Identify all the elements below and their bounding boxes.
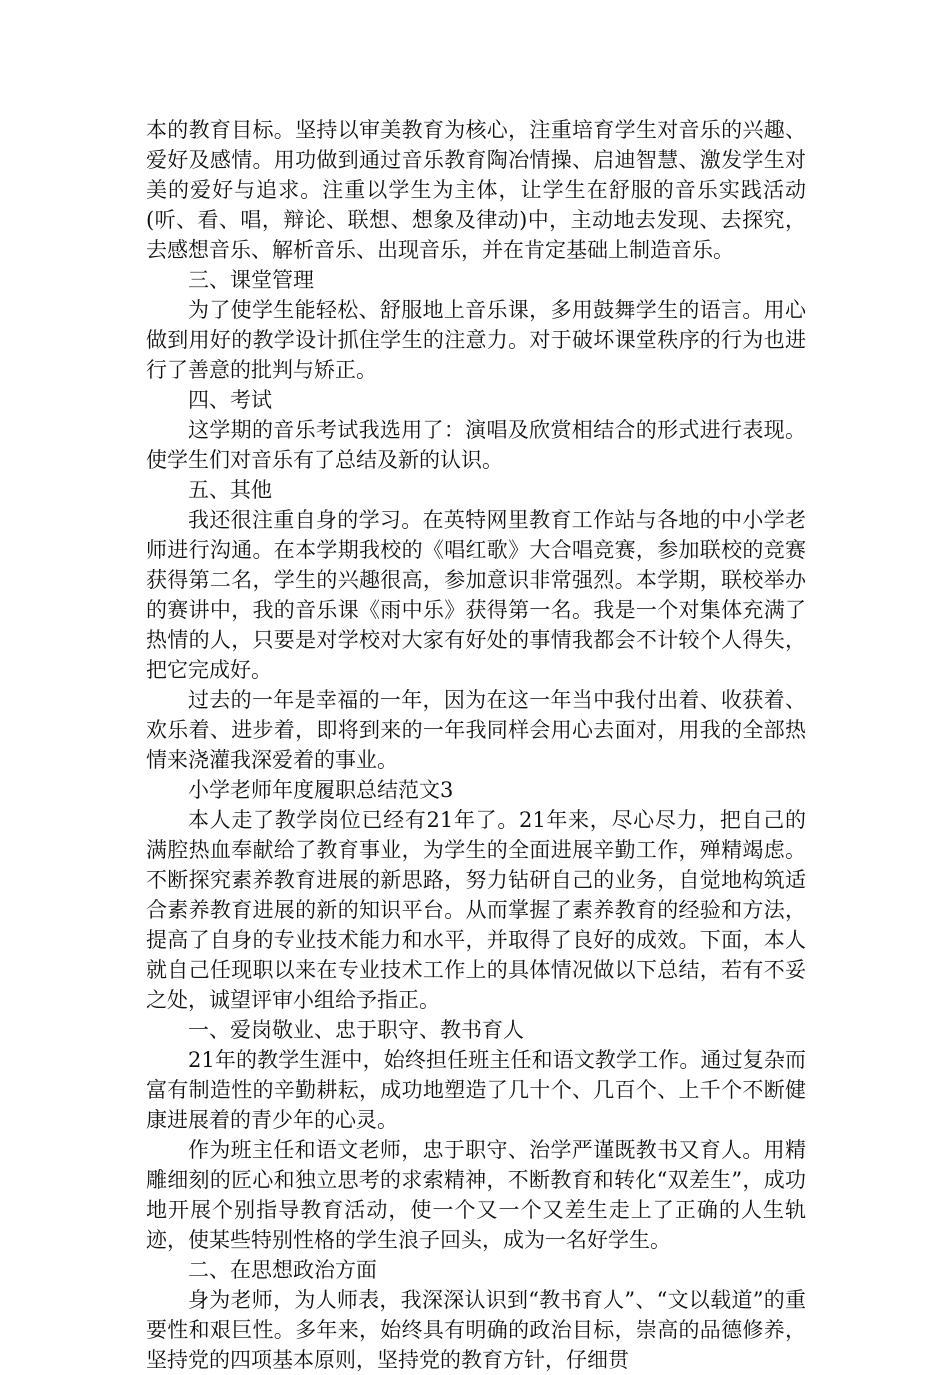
section-heading-political: 二、在思想政治方面 [188,1258,377,1282]
paragraph: 本人走了教学岗位已经有21年了。21年来，尽心尽力，把自己的满腔热血奉献给了教育事业，为学生的全面进展辛勤工作，殚精竭虑。不断探究素养教育进展的新思路，努力钻研自己的业务，自觉地构筑适合素养教育进展的新的知识平台。从而掌握了素养教育的经验和方法，提高了自身的专业技术能力和水平，并取得了良好的成效。下面，本人就自己任现职以来在专业技术工作上的具体情况做以下总结，若有不妥之处，诚望评审小组给予指正。 [146,808,806,1012]
paragraph: 我还很注重自身的学习。在英特网里教育工作站与各地的中小学老师进行沟通。在本学期我校的《唱红歌》大合唱竞赛，参加联校的竞赛获得第二名，学生的兴趣很高，参加意识非常强烈。本学期，联校举办的赛讲中，我的音乐课《雨中乐》获得第一名。我是一个对集体充满了热情的人，只要是对学校对大家有好处的事情我都会不计较个人得失，把它完成好。 [146,508,806,682]
paragraph: 21年的教学生涯中，始终担任班主任和语文教学工作。通过复杂而富有制造性的辛勤耕耘，成功地塑造了几十个、几百个、上千个不断健康进展着的青少年的心灵。 [146,1048,806,1132]
document-section-title: 小学老师年度履职总结范文3 [188,778,454,802]
paragraph: 这学期的音乐考试我选用了：演唱及欣赏相结合的形式进行表现。使学生们对音乐有了总结及新的认识。 [146,418,806,472]
paragraph: 身为老师，为人师表，我深深认识到“教书育人”、“文以载道”的重要性和艰巨性。多年来，始终具有明确的政治目标，崇高的品德修养，坚持党的四项基本原则，坚持党的教育方针，仔细贯 [146,1288,806,1372]
paragraph: 作为班主任和语文老师，忠于职守、治学严谨既教书又育人。用精雕细刻的匠心和独立思考的求索精神，不断教育和转化“双差生”，成功地开展个别指导教育活动，使一个又一个又差生走上了正确的人生轨迹，使某些特别性格的学生浪子回头，成为一名好学生。 [146,1138,806,1252]
section-heading-dedication: 一、爱岗敬业、忠于职守、教书育人 [188,1018,524,1042]
paragraph: 为了使学生能轻松、舒服地上音乐课，多用鼓舞学生的语言。用心做到用好的教学设计抓住学生的注意力。对于破坏课堂秩序的行为也进行了善意的批判与矫正。 [146,298,806,382]
section-heading-other: 五、其他 [188,478,272,502]
paragraph-continued: 本的教育目标。坚持以审美教育为核心，注重培育学生对音乐的兴趣、爱好及感情。用功做到通过音乐教育陶冶情操、启迪智慧、激发学生对美的爱好与追求。注重以学生为主体，让学生在舒服的音乐实践活动(听、看、唱，辩论、联想、想象及律动)中，主动地去发现、去探究，去感想音乐、解析音乐、出现音乐，并在肯定基础上制造音乐。 [146,118,806,262]
document-page [146,115,806,1375]
paragraph: 过去的一年是幸福的一年，因为在这一年当中我付出着、收获着、欢乐着、进步着，即将到来的一年我同样会用心去面对，用我的全部热情来浇灌我深爱着的事业。 [146,688,806,772]
section-heading-classroom-management: 三、课堂管理 [188,268,314,292]
section-heading-exam: 四、考试 [188,388,272,412]
